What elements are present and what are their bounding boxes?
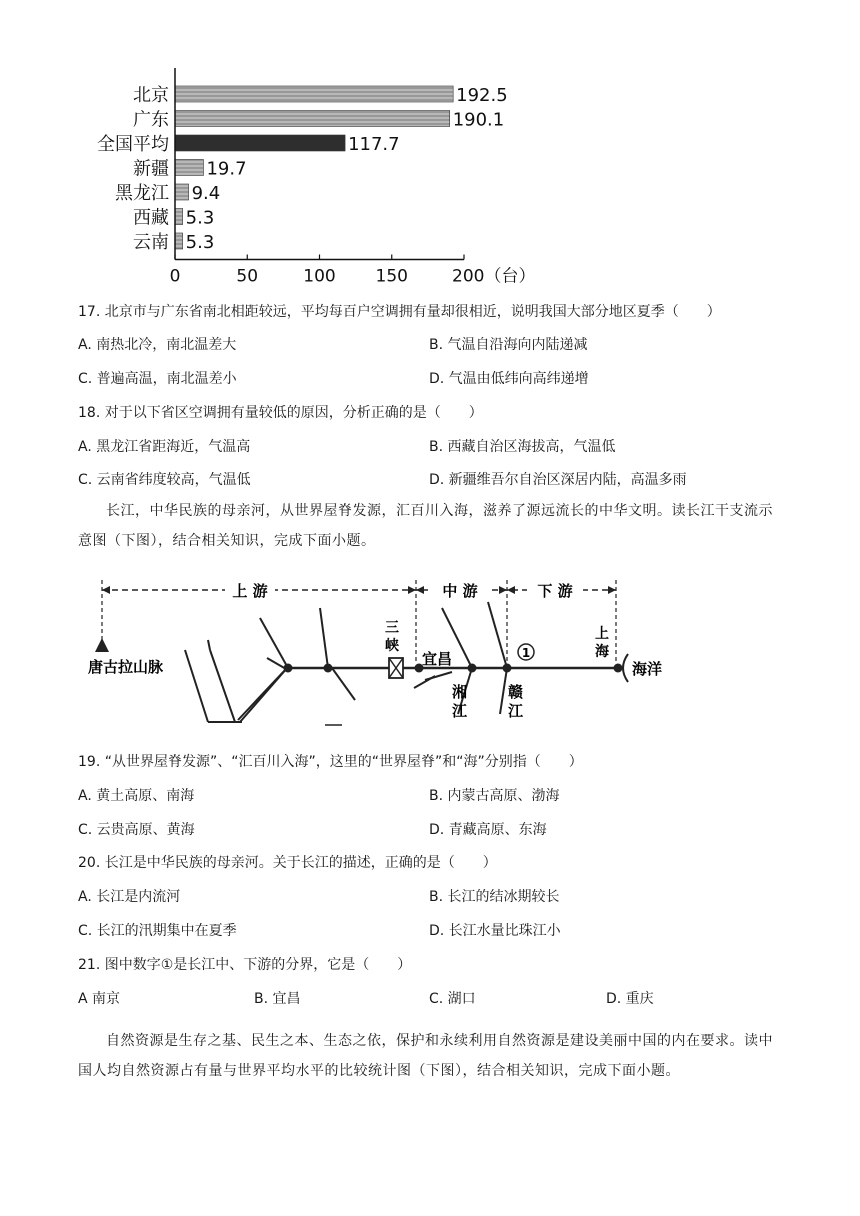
label-gan-1: 赣 [508, 683, 524, 701]
bar-1 [175, 111, 450, 127]
value-label-1: 190.1 [452, 109, 505, 131]
q20-option-b[interactable]: B. 长江的结冰期较长 [429, 889, 560, 905]
q17-option-a[interactable]: A. 南热北冷，南北温差大 [78, 337, 237, 353]
source-marker [95, 638, 109, 652]
value-label-3: 19.7 [206, 158, 247, 180]
q21-option-a[interactable]: A 南京 [78, 991, 121, 1007]
passage-yangtze: 长江，中华民族的母亲河，从世界屋脊发源，汇百川入海，滋养了源远流长的中华文明。读长江干支流示意图（下图），结合相关知识，完成下面小题。 [78, 503, 773, 549]
q18-option-c[interactable]: C. 云南省纬度较高，气温低 [78, 472, 251, 488]
label-middle: 中 游 [442, 582, 478, 600]
x-tick-label-4: 200（台） [452, 266, 536, 287]
q17-option-b[interactable]: B. 气温自沿海向内陆递减 [429, 337, 588, 353]
q19-option-b[interactable]: B. 内蒙古高原、渤海 [429, 788, 560, 804]
q18-option-d[interactable]: D. 新疆维吾尔自治区深居内陆，高温多雨 [429, 472, 687, 488]
bar-2 [175, 135, 345, 151]
q21-option-d[interactable]: D. 重庆 [606, 991, 654, 1007]
category-label-3: 新疆 [133, 158, 169, 180]
label-sanxia-1: 三 [385, 620, 399, 636]
label-xiang-1: 湘 [452, 683, 468, 701]
yangtze-diagram [80, 572, 680, 742]
x-tick-label-3: 150 [375, 266, 408, 287]
value-label-2: 117.7 [348, 134, 400, 155]
category-label-4: 黑龙江 [115, 183, 169, 204]
label-sanxia-2: 峡 [385, 638, 399, 654]
question-18-stem: 18. 对于以下省区空调拥有量较低的原因，分析正确的是（ ） [78, 405, 483, 421]
category-label-1: 广东 [133, 109, 169, 131]
q21-option-c[interactable]: C. 湖口 [429, 991, 476, 1007]
value-label-4: 9.4 [191, 183, 221, 204]
q21-option-b[interactable]: B. 宜昌 [254, 991, 301, 1007]
category-label-6: 云南 [133, 232, 169, 253]
bar-5 [175, 209, 183, 225]
question-21-stem: 21. 图中数字①是长江中、下游的分界，它是（ ） [78, 957, 412, 973]
bar-0 [175, 86, 453, 102]
value-label-0: 192.5 [456, 85, 508, 106]
question-19-stem: 19. “从世界屋脊发源”、“汇百川入海”，这里的“世界屋脊”和“海”分别指（ ） [78, 754, 583, 770]
q17-option-d[interactable]: D. 气温由低纬向高纬递增 [429, 371, 589, 387]
q20-option-d[interactable]: D. 长江水量比珠江小 [429, 923, 561, 939]
label-yichang: 宜昌 [422, 650, 453, 668]
q20-option-a[interactable]: A. 长江是内流河 [78, 889, 181, 905]
label-ocean: 海洋 [632, 660, 663, 678]
q18-option-a[interactable]: A. 黑龙江省距海近，气温高 [78, 439, 251, 455]
label-upper: 上 游 [232, 582, 268, 600]
bar-6 [175, 233, 183, 249]
bar-chart [80, 62, 540, 292]
label-xiang-2: 江 [452, 702, 468, 720]
coastline [623, 654, 628, 682]
x-tick-label-0: 0 [169, 266, 181, 287]
q19-option-a[interactable]: A. 黄土高原、南海 [78, 788, 195, 804]
question-17-stem: 17. 北京市与广东省南北相距较远，平均每百户空调拥有量却很相近，说明我国大部分地区夏季（ ） [78, 304, 721, 320]
svg-text:1: 1 [521, 646, 531, 660]
question-20-stem: 20. 长江是中华民族的母亲河。关于长江的描述，正确的是（ ） [78, 855, 497, 871]
value-label-5: 5.3 [185, 207, 215, 229]
label-shanghai-2: 海 [595, 644, 609, 660]
label-lower: 下 游 [537, 582, 573, 600]
category-label-5: 西藏 [133, 207, 169, 229]
category-label-0: 北京 [133, 85, 169, 106]
bar-4 [175, 184, 189, 200]
passage-resources: 自然资源是生存之基、民生之本、生态之依，保护和永续利用自然资源是建设美丽中国的内在要求。读中国人均自然资源占有量与世界平均水平的比较统计图（下图），结合相关知识，完成下面小题。 [78, 1033, 773, 1079]
label-gan-2: 江 [508, 702, 524, 720]
category-label-2: 全国平均 [97, 134, 169, 155]
x-tick-label-1: 50 [236, 266, 259, 287]
x-tick-label-2: 100 [303, 266, 336, 287]
q19-option-c[interactable]: C. 云贵高原、黄海 [78, 822, 195, 838]
label-shanghai-1: 上 [595, 626, 609, 642]
q17-option-c[interactable]: C. 普遍高温，南北温差小 [78, 371, 237, 387]
q20-option-c[interactable]: C. 长江的汛期集中在夏季 [78, 923, 237, 939]
q19-option-d[interactable]: D. 青藏高原、东海 [429, 822, 547, 838]
bar-3 [175, 160, 203, 176]
value-label-6: 5.3 [185, 232, 215, 253]
q18-option-b[interactable]: B. 西藏自治区海拔高，气温低 [429, 439, 616, 455]
label-source: 唐古拉山脉 [88, 658, 164, 676]
